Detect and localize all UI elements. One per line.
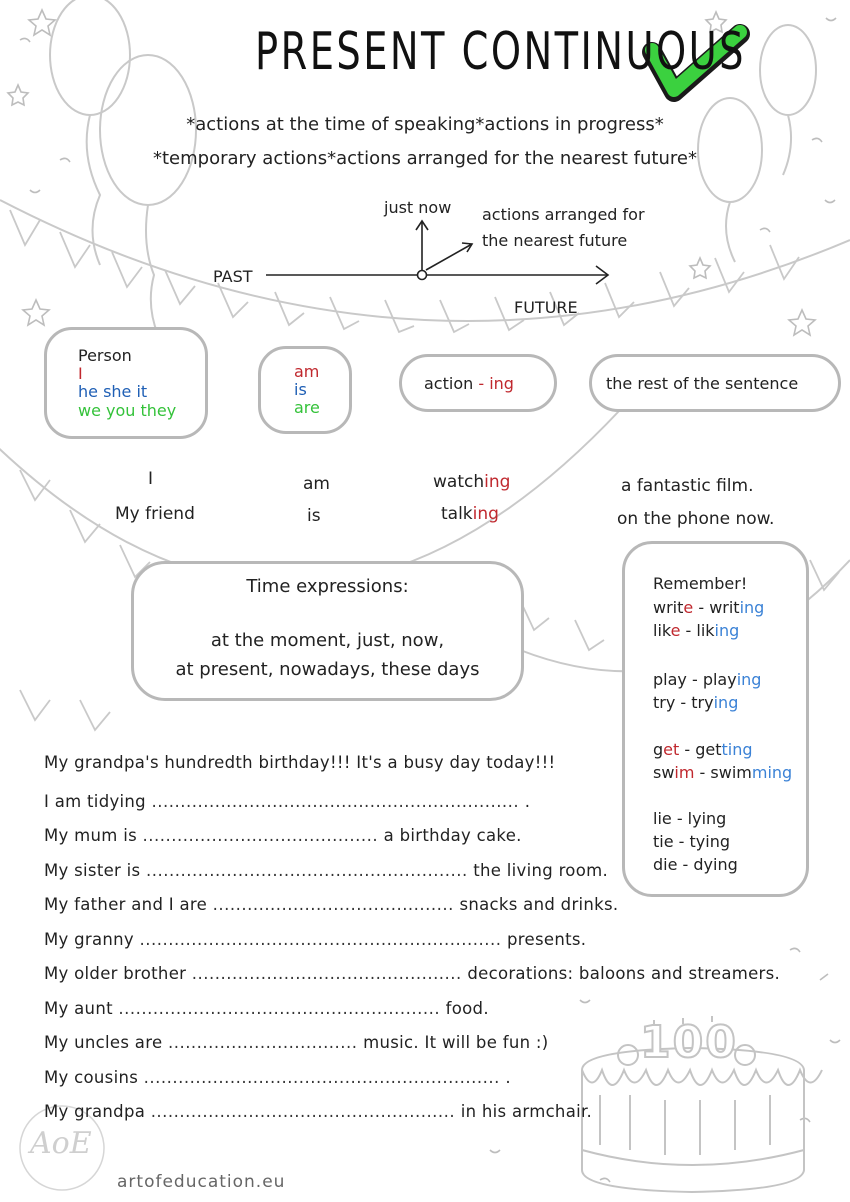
spelling-rule-like: like - liking [653,621,740,640]
person-he-she-it: he she it [78,382,148,401]
action-box [399,354,557,412]
example-1-subject: I [148,469,154,489]
be-are: are [294,398,320,417]
exercise-line: My sister is ........................................................ the living room. [44,861,609,880]
uses-line-2: *temporary actions*actions arranged for the nearest future* [153,148,697,169]
exercise-line: My uncles are ................................. music. It will be fun :) [44,1033,549,1052]
example-2-verb: talking [441,504,499,524]
answer-blank[interactable]: ........................................................ [146,861,468,880]
exercise-line: My grandpa ..................................................... in his armchair. [44,1102,593,1121]
timeline-arranged-1: actions arranged for [482,205,645,224]
remember-heading: Remember! [653,574,748,593]
answer-blank[interactable]: ......................................... [142,826,379,845]
spelling-rule-write: write - writing [653,598,765,617]
person-heading: Person [78,346,132,365]
time-expressions-line-1: at the moment, just, now, [210,630,445,651]
answer-blank[interactable]: ............................................................... [139,930,502,949]
time-expressions-heading: Time expressions: [246,576,409,597]
answer-blank[interactable]: ..................................................... [150,1102,456,1121]
timeline-arranged-2: the nearest future [482,231,628,250]
timeline-future: FUTURE [514,298,578,317]
action-label: action - ing [424,374,514,393]
logo: AoE [30,1126,92,1161]
be-am: am [294,362,320,381]
timeline-just-now: just now [384,198,452,217]
exercise-intro: My grandpa's hundredth birthday!!! It's a busy day today!!! [44,753,556,772]
spelling-rule-swim: swim - swimming [653,763,793,782]
exercise-line: My cousins .............................................................. . [44,1068,511,1087]
remember-box [622,541,809,897]
answer-blank[interactable]: .............................................................. [143,1068,500,1087]
answer-blank[interactable]: ................................. [167,1033,358,1052]
example-2-be: is [307,506,321,526]
exercise-line: My mum is ......................................... a birthday cake. [44,826,522,845]
example-2-subject: My friend [115,504,195,524]
footer-url[interactable]: artofeducation.eu [117,1172,286,1192]
cake-number: 100 [640,1017,738,1068]
time-expressions-line-2: at present, nowadays, these days [175,659,480,680]
rest-box [589,354,841,412]
answer-blank[interactable]: ............................................... [191,964,462,983]
check-icon [650,30,745,105]
exercise-line: My older brother ............................................... decorations: baloons and streamers. [44,964,781,983]
spelling-rule-lie: lie - lying [653,809,727,828]
spelling-rule-tie: tie - tying [653,832,730,851]
person-we-you-they: we you they [78,401,177,420]
be-box [258,346,352,434]
example-1-be: am [303,474,330,494]
spelling-rule-get: get - getting [653,740,753,759]
be-is: is [294,380,307,399]
spelling-rule-try: try - trying [653,693,739,712]
spelling-rule-die: die - dying [653,855,738,874]
example-2-rest: on the phone now. [617,509,775,529]
person-i: I [78,364,83,383]
exercise-line: My granny ............................................................... presents. [44,930,587,949]
spelling-rule-play: play - playing [653,670,762,689]
person-box [44,327,208,439]
page-title: PRESENT CONTINUOUS [255,22,747,82]
example-1-rest: a fantastic film. [621,476,754,496]
exercise-line: I am tidying ................................................................ . [44,792,531,811]
rest-label: the rest of the sentence [606,374,799,393]
exercise-line: My aunt ........................................................ food. [44,999,489,1018]
answer-blank[interactable]: ................................................................ [151,792,520,811]
answer-blank[interactable]: ........................................................ [118,999,441,1018]
uses-line-1: *actions at the time of speaking*actions in progress* [186,114,664,135]
example-1-verb: watching [433,472,511,492]
time-expressions-box [131,561,524,701]
timeline-past: PAST [213,267,253,286]
exercise-line: My father and I are .......................................... snacks and drinks. [44,895,619,914]
answer-blank[interactable]: .......................................... [212,895,454,914]
